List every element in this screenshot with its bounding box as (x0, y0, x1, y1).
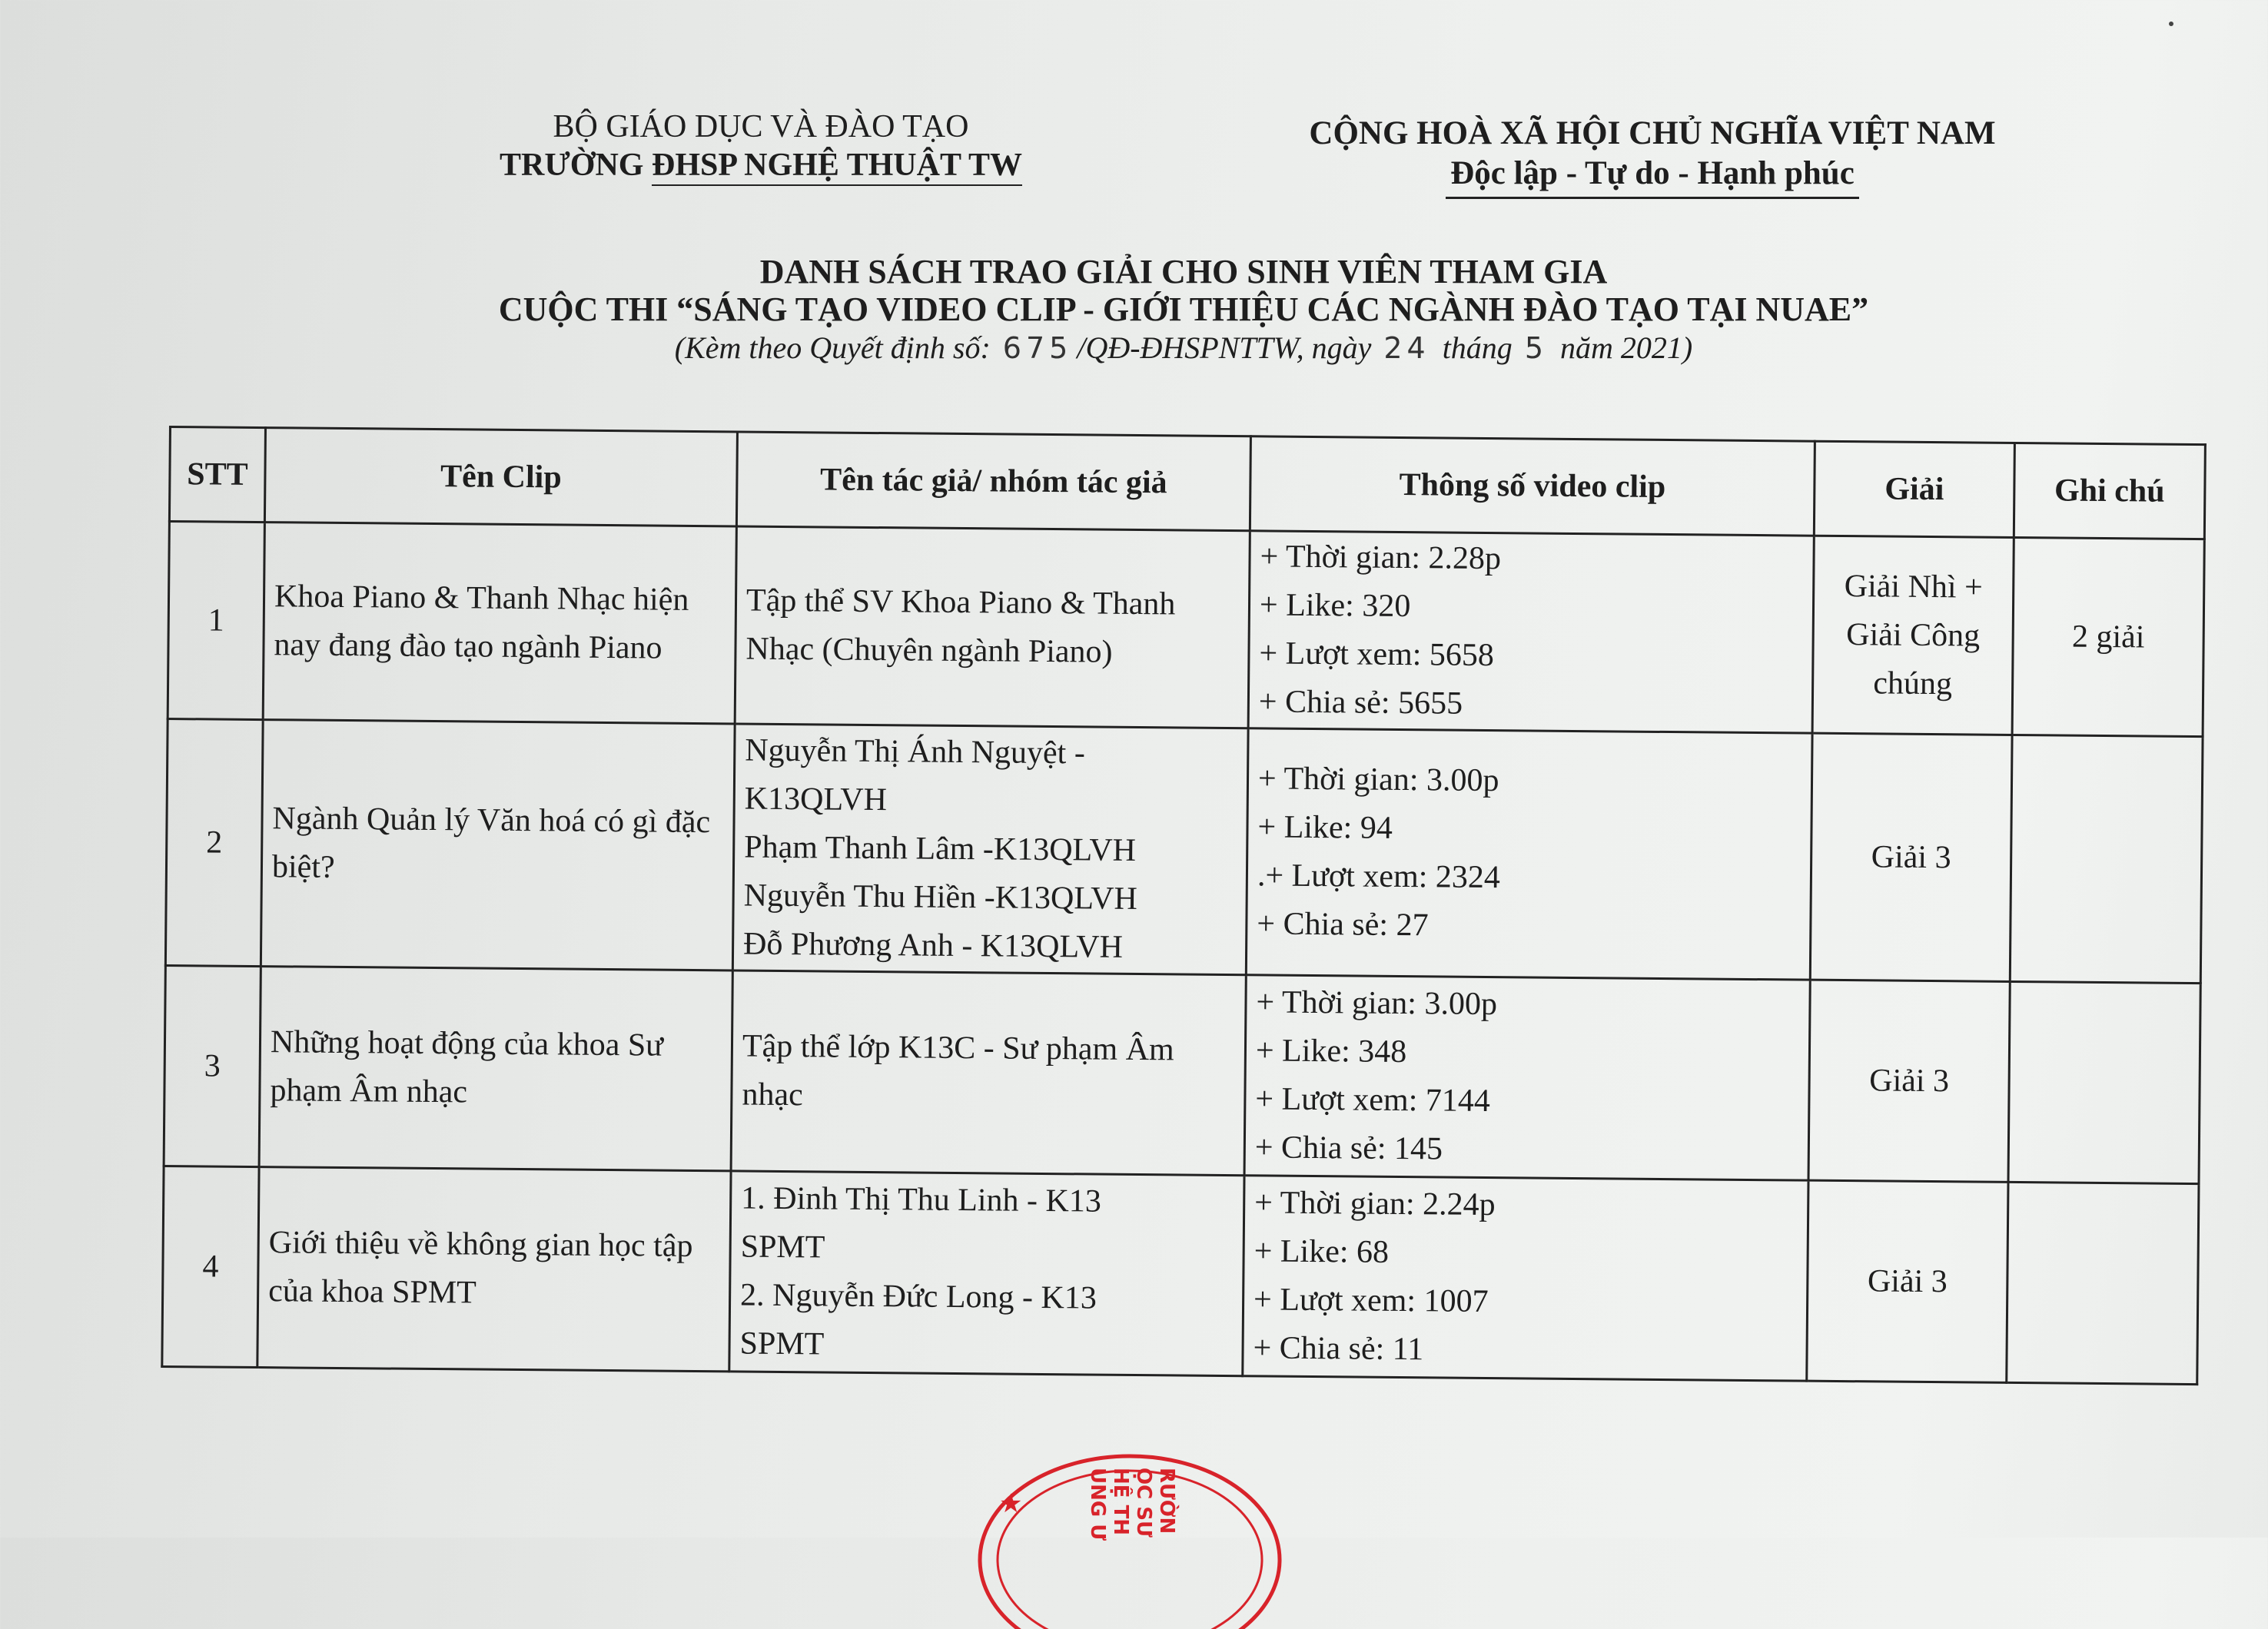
decision-month-label: tháng (1442, 330, 1513, 365)
official-seal (968, 1445, 1291, 1629)
cell-note: 2 giải (2012, 537, 2204, 736)
column-header-prize: Giải (1814, 441, 2014, 537)
decision-reference (246, 329, 2121, 367)
cell-stats (1243, 1176, 1808, 1381)
cell-clip-title: Những hoạt động của khoa Sư phạm Âm nhạc (259, 967, 732, 1171)
awards-table (161, 426, 2207, 1385)
author-line: SPMT (740, 1229, 825, 1266)
cell-stt: 3 (164, 965, 261, 1166)
school-name: ĐHSP NGHỆ THUẬT TW (652, 148, 1022, 186)
country-name: CỘNG HOÀ XÃ HỘI CHỦ NGHĨA VIỆT NAM (1309, 115, 1996, 151)
decision-prefix: (Kèm theo Quyết định số: (674, 330, 991, 365)
decision-mid: /QĐ-ĐHSPNTTW, ngày (1077, 330, 1372, 365)
stat-time: + Thời gian: 3.00p (1257, 761, 1499, 799)
stat-like: + Like: 94 (1257, 809, 1393, 846)
stat-time: + Thời gian: 2.24p (1254, 1185, 1496, 1223)
column-header-stats: Thông số video clip (1250, 436, 1815, 536)
cell-prize: Giải 3 (1808, 980, 2010, 1182)
author-line: Nguyễn Thu Hiền -K13QLVH (743, 878, 1138, 917)
author-line: Đỗ Phương Anh - K13QLVH (742, 926, 1124, 965)
cell-clip-title: Ngành Quản lý Văn hoá có gì đặc biệt? (261, 720, 735, 970)
cell-note (2007, 1182, 2199, 1384)
table-row (164, 965, 2200, 1183)
cell-author: Tập thể SV Khoa Piano & Thanh Nhạc (Chuyên ngành Piano) (735, 526, 1250, 728)
decision-number: 675 (1002, 331, 1073, 365)
decision-suffix: năm 2021) (1560, 330, 1693, 365)
cell-author (729, 1171, 1244, 1376)
author-line: 2. Nguyễn Đức Long - K13 (739, 1277, 1097, 1316)
seal-star-icon: ★ (999, 1488, 1023, 1519)
cell-prize: Giải Nhì + Giải Công chúng (1812, 536, 2014, 735)
school-prefix: TRƯỜNG (500, 148, 652, 183)
author-line: Phạm Thanh Lâm -K13QLVH (744, 829, 1137, 868)
author-line: 1. Đinh Thị Thu Linh - K13 (741, 1180, 1102, 1219)
cell-author (732, 724, 1248, 975)
author-line: K13QLVH (744, 781, 888, 818)
column-header-note: Ghi chú (2014, 443, 2205, 539)
stat-time: + Thời gian: 3.00p (1256, 984, 1498, 1023)
stat-shares: + Chia sẻ: 11 (1253, 1330, 1424, 1368)
author-line: Nguyễn Thị Ánh Nguyệt - (745, 732, 1086, 771)
cell-note (2008, 981, 2200, 1183)
table-row (165, 718, 2203, 983)
stat-views: + Lượt xem: 1007 (1253, 1282, 1489, 1320)
cell-clip-title: Khoa Piano & Thanh Nhạc hiện nay đang đào tạo ngành Piano (263, 523, 736, 724)
document-title (246, 254, 2121, 367)
stat-like: + Like: 348 (1255, 1033, 1407, 1070)
national-motto: Độc lập - Tự do - Hạnh phúc (1446, 154, 1859, 199)
cell-stats (1244, 975, 1810, 1180)
decision-month: 5 (1524, 331, 1548, 365)
ministry-name: BỘ GIÁO DỤC VÀ ĐÀO TẠO (553, 109, 969, 144)
header-left (446, 108, 1076, 184)
stat-views: + Lượt xem: 5658 (1259, 635, 1495, 674)
stat-shares: + Chia sẻ: 5655 (1258, 684, 1463, 722)
cell-prize: Giải 3 (1810, 733, 2012, 981)
author-line: SPMT (739, 1325, 825, 1362)
cell-stt: 2 (165, 718, 263, 966)
header-right (1268, 114, 2037, 199)
seal-text: ỌC SƯ (1132, 1468, 1155, 1538)
cell-stt: 4 (162, 1166, 259, 1367)
column-header-stt: STT (169, 427, 265, 523)
seal-text: HỆ TH (1109, 1468, 1132, 1536)
table-row (162, 1166, 2199, 1384)
cell-stt: 1 (168, 522, 264, 720)
title-line-2: CUỘC THI “SÁNG TẠO VIDEO CLIP - GIỚI THIỆU CÁC NGÀNH ĐÀO TẠO TẠI NUAE” (498, 290, 1869, 328)
cell-clip-title: Giới thiệu về không gian học tập của khoa SPMT (257, 1167, 731, 1372)
seal-text: UNG Ư (1086, 1468, 1109, 1541)
table-header-row (169, 427, 2205, 539)
decision-day: 24 (1383, 331, 1430, 365)
cell-note (2010, 735, 2203, 983)
column-header-author: Tên tác giả/ nhóm tác giả (736, 432, 1250, 531)
cell-stats (1246, 728, 1812, 980)
stat-time: + Thời gian: 2.28p (1260, 539, 1502, 577)
stat-views: .+ Lượt xem: 2324 (1257, 858, 1501, 896)
stat-views: + Lượt xem: 7144 (1255, 1081, 1491, 1120)
stat-like: + Like: 68 (1254, 1233, 1390, 1270)
cell-author: Tập thể lớp K13C - Sư phạm Âm nhạc (731, 970, 1246, 1176)
table-row (168, 522, 2204, 737)
paper-speck (2169, 22, 2173, 26)
stat-shares: + Chia sẻ: 145 (1254, 1130, 1443, 1167)
cell-stats (1248, 531, 1814, 733)
title-line-1: DANH SÁCH TRAO GIẢI CHO SINH VIÊN THAM GIA (759, 253, 1608, 290)
stat-shares: + Chia sẻ: 27 (1257, 906, 1429, 944)
school-name-line (446, 146, 1076, 184)
column-header-clip: Tên Clip (264, 428, 737, 526)
cell-prize: Giải 3 (1807, 1180, 2008, 1382)
stat-like: + Like: 320 (1259, 587, 1411, 625)
seal-text: RƯỜN (1155, 1468, 1178, 1534)
